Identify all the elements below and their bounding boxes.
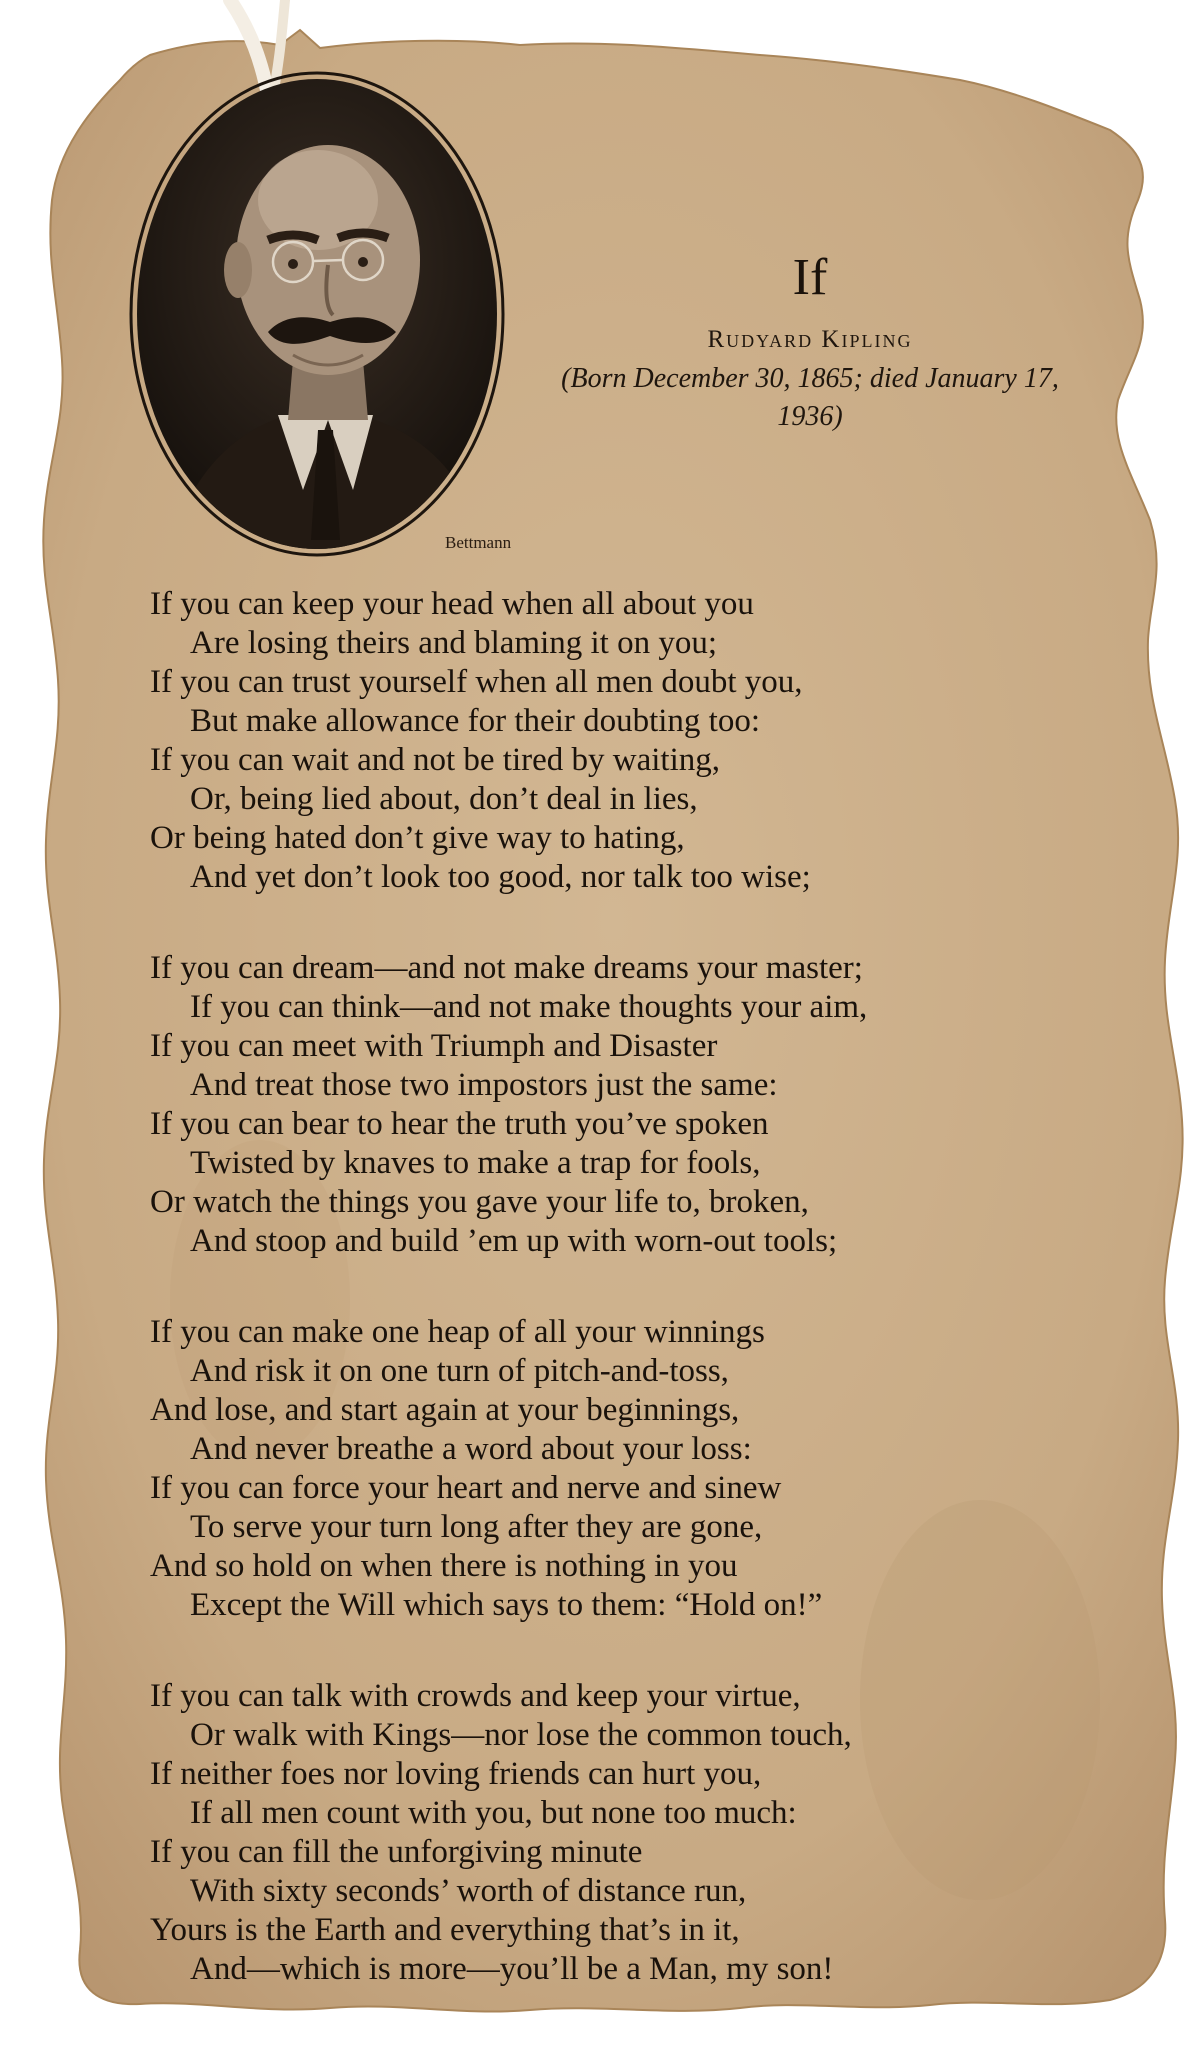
- poem-line: If you can fill the unforgiving minute: [150, 1834, 643, 1870]
- poem-line: And treat those two impostors just the same:: [190, 1067, 778, 1103]
- poem-line: And lose, and start again at your beginnings,: [150, 1392, 740, 1428]
- poem-line: If you can trust yourself when all men doubt you,: [150, 664, 803, 700]
- poem-line: If you can dream—and not make dreams your master;: [150, 950, 863, 986]
- poem-line: But make allowance for their doubting too:: [190, 703, 761, 739]
- poem-line: With sixty seconds’ worth of distance run,: [190, 1873, 747, 1909]
- poem-line: If neither foes nor loving friends can hurt you,: [150, 1756, 762, 1792]
- poem-line: Or walk with Kings—nor lose the common touch,: [190, 1717, 852, 1753]
- poem-line: If you can force your heart and nerve and sinew: [150, 1470, 782, 1506]
- poem-line: And yet don’t look too good, nor talk too wise;: [190, 859, 811, 895]
- ear: [224, 242, 252, 298]
- poem-line: Except the Will which says to them: “Hold on!”: [190, 1587, 823, 1623]
- title-block: [480, 248, 1140, 436]
- poem-line: Or watch the things you gave your life to, broken,: [150, 1184, 809, 1220]
- stanza: [150, 1677, 1100, 1989]
- stanza: [150, 949, 1100, 1261]
- poem-line: If you can make one heap of all your winnings: [150, 1314, 765, 1350]
- poem-body: [150, 585, 1100, 2041]
- portrait-photo: [128, 70, 506, 558]
- poem-line: And so hold on when there is nothing in you: [150, 1548, 738, 1584]
- photo-credit: Bettmann: [445, 533, 512, 552]
- poem-line: And never breathe a word about your loss:: [190, 1431, 752, 1467]
- poem-line: If you can talk with crowds and keep your virtue,: [150, 1678, 801, 1714]
- author-dates: [480, 360, 1140, 436]
- poem-line: If all men count with you, but none too much:: [190, 1795, 797, 1831]
- eyebrow: [338, 233, 388, 238]
- poem-line: If you can keep your head when all about you: [150, 586, 754, 622]
- poem-author: Rudyard Kipling: [707, 326, 913, 353]
- stanza: [150, 585, 1100, 897]
- author-dates-line: (Born December 30, 1865; died January 17,: [561, 363, 1059, 394]
- poem-line: Or, being lied about, don’t deal in lies,: [190, 781, 698, 817]
- poem-line: And risk it on one turn of pitch-and-toss,: [190, 1353, 729, 1389]
- author-dates-line: 1936): [777, 401, 843, 432]
- poem-line: Or being hated don’t give way to hating,: [150, 820, 685, 856]
- poem-line: Twisted by knaves to make a trap for fools,: [190, 1145, 761, 1181]
- poem-line: And—which is more—you’ll be a Man, my son!: [190, 1951, 834, 1987]
- poem-line: And stoop and build ’em up with worn-out tools;: [190, 1223, 838, 1259]
- poem-line: Yours is the Earth and everything that’s in it,: [150, 1912, 740, 1948]
- poem-line: If you can think—and not make thoughts your aim,: [190, 989, 868, 1025]
- stanza: [150, 1313, 1100, 1625]
- poem-line: To serve your turn long after they are gone,: [190, 1509, 763, 1545]
- poem-line: If you can wait and not be tired by waiting,: [150, 742, 721, 778]
- poem-line: Are losing theirs and blaming it on you;: [190, 625, 718, 661]
- poem-line: If you can bear to hear the truth you’ve spoken: [150, 1106, 769, 1142]
- eyebrow: [268, 235, 318, 240]
- poem-line: If you can meet with Triumph and Disaster: [150, 1028, 718, 1064]
- poem-title: If: [792, 249, 828, 306]
